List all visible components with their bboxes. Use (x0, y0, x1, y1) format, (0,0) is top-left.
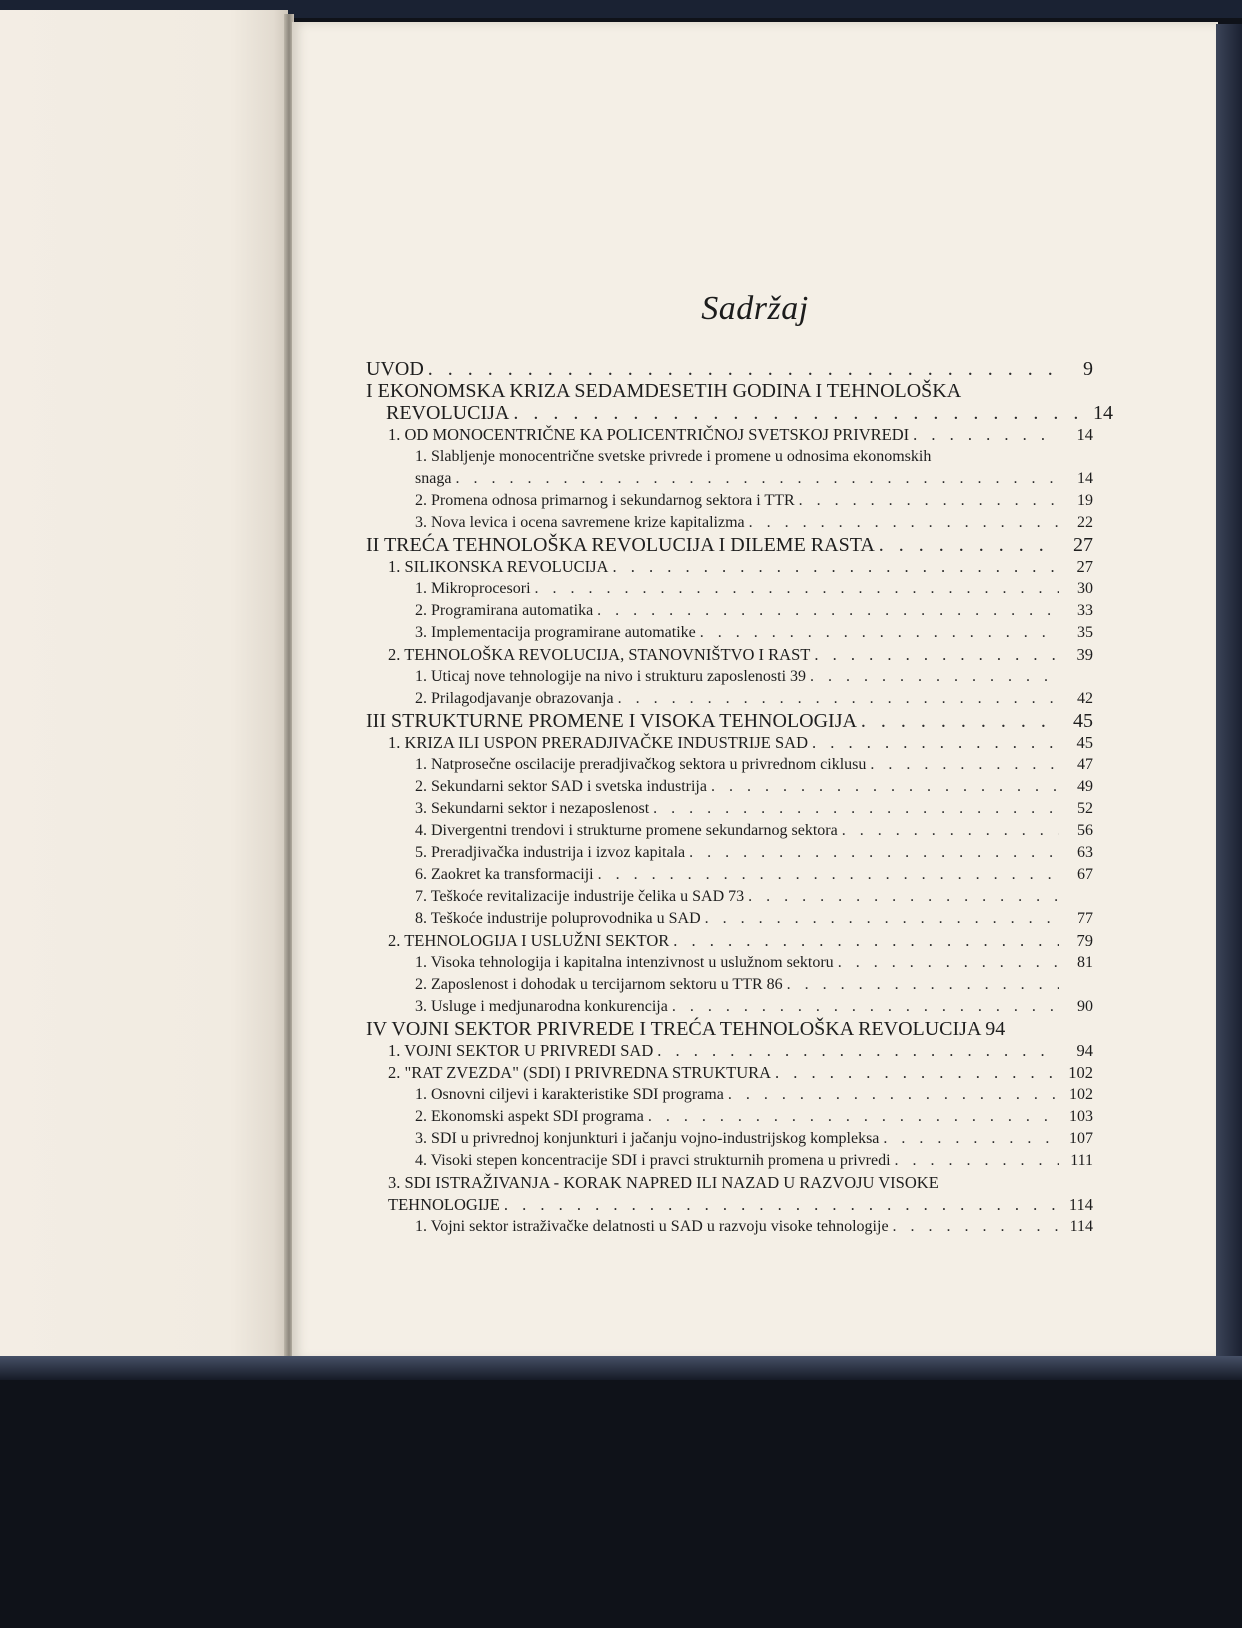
toc-entry (366, 600, 1093, 622)
left-page (0, 10, 288, 1360)
toc-page-number: 77 (1077, 910, 1093, 927)
dot-leader (653, 798, 1059, 820)
toc-page-number: 22 (1077, 514, 1093, 531)
page-title: Sadržaj (701, 290, 809, 327)
toc-entry-label: REVOLUCIJA (386, 402, 510, 424)
toc-entry-label: 1. Uticaj nove tehnologije na nivo i strukturu zaposlenosti 39 (415, 668, 807, 685)
toc-entry-label: 1. Slabljenje monocentrične svetske privrede i promene u odnosima ekonomskih (415, 448, 932, 465)
dot-leader (597, 600, 1059, 622)
toc-page-number: 14 (1076, 425, 1093, 444)
dot-leader (728, 1084, 1059, 1106)
toc-entry (366, 776, 1093, 798)
dot-leader (689, 842, 1059, 864)
toc-entry (366, 424, 1093, 446)
toc-entry (366, 556, 1093, 578)
dot-leader (749, 512, 1059, 534)
toc-entry (366, 864, 1093, 886)
toc-entry (366, 380, 1113, 424)
toc-entry (366, 1172, 1093, 1216)
toc-entry-label: 1. Mikroprocesori (415, 580, 531, 597)
scanner-bed-edge (1216, 24, 1242, 1360)
dot-leader (648, 1106, 1059, 1128)
toc-entry-label: 4. Visoki stepen koncentracije SDI i pravci strukturnih promena u privredi (415, 1152, 891, 1169)
toc-entry-label: II TREĆA TEHNOLOŠKA REVOLUCIJA I DILEME RASTA (366, 534, 875, 556)
toc-entry-label: 6. Zaokret ka transformaciji (415, 866, 594, 883)
toc-page-number: 90 (1077, 998, 1093, 1015)
toc-page-number: 107 (1069, 1130, 1093, 1147)
dot-leader (895, 1150, 1059, 1172)
toc-entry-label: 4. Divergentni trendovi i strukturne promene sekundarnog sektora (415, 822, 838, 839)
toc-entry-label: 3. Usluge i medjunarodna konkurencija (415, 998, 668, 1015)
toc-entry (366, 842, 1093, 864)
toc-entry-label: 2. Promena odnosa primarnog i sekundarnog sektora i TTR (415, 492, 795, 509)
toc-entry (366, 886, 1093, 908)
page-bottom-shadow (0, 1356, 1242, 1380)
toc-entry-label: 2. "RAT ZVEZDA" (SDI) I PRIVREDNA STRUKTURA (388, 1063, 772, 1082)
toc-entry-label: 5. Preradjivačka industrija i izvoz kapitala (415, 844, 686, 861)
toc-page-number: 27 (1073, 534, 1093, 556)
toc-entry (366, 512, 1093, 534)
toc-page-number: 52 (1077, 800, 1093, 817)
dot-leader (705, 908, 1059, 930)
toc-entry (366, 820, 1093, 842)
toc-entry-label: UVOD (366, 358, 424, 380)
toc-entry-label: 1. VOJNI SEKTOR U PRIVREDI SAD (388, 1041, 654, 1060)
toc-entry (366, 490, 1093, 512)
toc-page-number: 14 (1093, 402, 1113, 424)
toc-entry (366, 952, 1093, 974)
dot-leader (870, 754, 1059, 776)
toc-entry-label: 2. Ekonomski aspekt SDI programa (415, 1108, 644, 1125)
toc-entry (366, 534, 1093, 556)
toc-entry-label: 3. Sekundarni sektor i nezaposlenost (415, 800, 650, 817)
toc-page-number: 114 (1068, 1195, 1093, 1214)
toc-entry-label: IV VOJNI SEKTOR PRIVREDE I TREĆA TEHNOLOŠKA REVOLUCIJA 94 (366, 1018, 1006, 1040)
toc-entry (366, 754, 1093, 776)
dot-leader (810, 666, 1059, 688)
dot-leader (913, 424, 1059, 446)
toc-page-number: 42 (1077, 690, 1093, 707)
dot-leader (748, 886, 1059, 908)
toc-entry (366, 1018, 1093, 1040)
toc-page-number: 67 (1077, 866, 1093, 883)
toc-page-number: 35 (1077, 624, 1093, 641)
toc-entry-label: 3. SDI ISTRAŽIVANJA - KORAK NAPRED ILI NAZAD U RAZVOJU VISOKE (388, 1173, 939, 1192)
toc-entry-label: I EKONOMSKA KRIZA SEDAMDESETIH GODINA I TEHNOLOŠKA (366, 380, 962, 402)
toc-page-number: 39 (1076, 645, 1093, 664)
toc-entry-label: TEHNOLOGIJE (388, 1195, 500, 1214)
toc-page-number: 14 (1077, 470, 1093, 487)
toc-entry-label: snaga (415, 470, 452, 487)
toc-entry-label: 2. Prilagodjavanje obrazovanja (415, 690, 614, 707)
toc-entry-label: 3. SDI u privrednoj konjunkturi i jačanju vojno-industrijskog kompleksa (415, 1130, 880, 1147)
toc-entry (366, 1128, 1093, 1150)
dot-leader (842, 820, 1059, 842)
toc-page-number: 103 (1069, 1108, 1093, 1125)
toc-entry (366, 930, 1093, 952)
toc-entry (366, 1150, 1093, 1172)
toc-entry (366, 798, 1093, 820)
dot-leader (504, 1194, 1059, 1216)
toc-entry-label: 7. Teškoće revitalizacije industrije čelika u SAD 73 (415, 888, 745, 905)
toc-entry-label: III STRUKTURNE PROMENE I VISOKA TEHNOLOGIJA (366, 710, 857, 732)
dot-leader (893, 1216, 1059, 1238)
toc-entry (366, 666, 1093, 688)
toc-entry (366, 1216, 1093, 1238)
toc-entry-label: 2. TEHNOLOŠKA REVOLUCIJA, STANOVNIŠTVO I RAST (388, 645, 811, 664)
toc-entry-label: 2. Zaposlenost i dohodak u tercijarnom sektoru u TTR 86 (415, 976, 783, 993)
toc-page-number: 45 (1073, 710, 1093, 732)
toc-page-number: 45 (1076, 733, 1093, 752)
toc-entry-label: 1. Osnovni ciljevi i karakteristike SDI programa (415, 1086, 724, 1103)
toc-entry (366, 1062, 1093, 1084)
toc-page-number: 94 (1076, 1041, 1093, 1060)
toc-entry-label: 1. Natprosečne oscilacije preradjivačkog sektora u privrednom ciklusu (415, 756, 867, 773)
dot-leader (861, 710, 1059, 732)
dot-leader (775, 1062, 1059, 1084)
dot-leader (700, 622, 1059, 644)
dot-leader (455, 468, 1059, 490)
toc-entry-label: 2. Sekundarni sektor SAD i svetska industrija (415, 778, 707, 795)
dot-leader (535, 578, 1059, 600)
dot-leader (657, 1040, 1059, 1062)
toc-entry (366, 446, 1093, 490)
dot-leader (799, 490, 1059, 512)
toc-entry-label: 1. KRIZA ILI USPON PRERADJIVAČKE INDUSTRIJE SAD (388, 733, 809, 752)
toc-page-number: 81 (1077, 954, 1093, 971)
toc-page-number: 102 (1068, 1063, 1093, 1082)
toc-entry-label: 1. Visoka tehnologija i kapitalna intenzivnost u uslužnom sektoru (415, 954, 834, 971)
toc-page-number: 30 (1077, 580, 1093, 597)
toc-entry-label: 1. SILIKONSKA REVOLUCIJA (388, 557, 609, 576)
dot-leader (814, 644, 1059, 666)
dot-leader (428, 358, 1059, 380)
dot-leader (787, 974, 1059, 996)
toc-entry-label: 2. Programirana automatika (415, 602, 594, 619)
toc-page-number: 79 (1076, 931, 1093, 950)
dot-leader (618, 688, 1059, 710)
toc-entry (366, 732, 1093, 754)
dot-leader (812, 732, 1059, 754)
toc-page-number: 56 (1077, 822, 1093, 839)
toc-entry-label: 2. TEHNOLOGIJA I USLUŽNI SEKTOR (388, 931, 670, 950)
dot-leader (612, 556, 1059, 578)
toc-entry (366, 1040, 1093, 1062)
toc-entry-label: 8. Teškoće industrije poluprovodnika u SAD (415, 910, 701, 927)
toc-entry (366, 996, 1093, 1018)
toc-entry (366, 908, 1093, 930)
toc-page-number: 19 (1077, 492, 1093, 509)
toc-page-number: 63 (1077, 844, 1093, 861)
toc-page-number: 111 (1070, 1152, 1093, 1169)
toc-entry (366, 688, 1093, 710)
dot-leader (883, 1128, 1059, 1150)
dot-leader (673, 930, 1059, 952)
dot-leader (672, 996, 1059, 1018)
dot-leader (879, 534, 1059, 556)
toc-entry-label: 1. OD MONOCENTRIČNE KA POLICENTRIČNOJ SVETSKOJ PRIVREDI (388, 425, 910, 444)
toc-entry-label: 3. Nova levica i ocena savremene krize kapitalizma (415, 514, 745, 531)
toc-entry (366, 644, 1093, 666)
toc-page-number: 47 (1077, 756, 1093, 773)
dot-leader (598, 864, 1059, 886)
dot-leader (513, 402, 1079, 424)
toc-page-number: 49 (1077, 778, 1093, 795)
toc-page-number: 9 (1083, 358, 1093, 380)
toc-entry (366, 710, 1093, 732)
toc-page-number: 102 (1069, 1086, 1093, 1103)
dot-leader (711, 776, 1059, 798)
toc-entry-label: 3. Implementacija programirane automatike (415, 624, 696, 641)
toc-entry (366, 1084, 1093, 1106)
toc-entry (366, 358, 1093, 380)
toc-page-number: 33 (1077, 602, 1093, 619)
dot-leader (838, 952, 1059, 974)
toc-entry (366, 1106, 1093, 1128)
toc-entry-label: 1. Vojni sektor istraživačke delatnosti u SAD u razvoju visoke tehnologije (415, 1218, 889, 1235)
toc-entry (366, 974, 1093, 996)
table-of-contents (366, 358, 1113, 1238)
toc-entry (366, 578, 1093, 600)
toc-entry (366, 622, 1093, 644)
toc-page-number: 27 (1076, 557, 1093, 576)
toc-page-number: 114 (1069, 1218, 1093, 1235)
